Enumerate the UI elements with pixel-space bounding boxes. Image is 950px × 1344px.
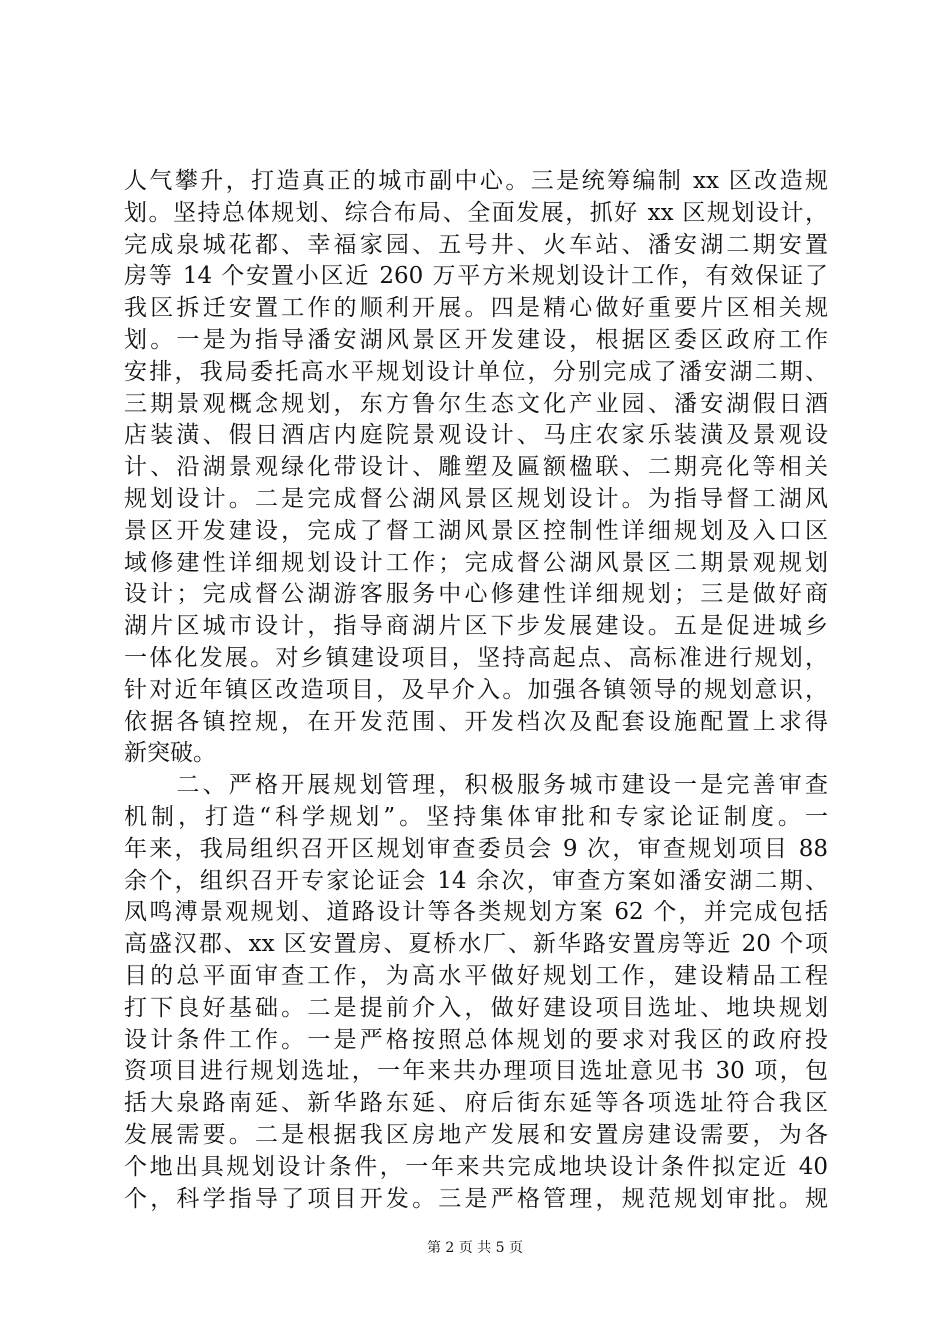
text-line: 括大泉路南延、新华路东延、府后街东延等各项选址符合我区 (124, 1090, 828, 1117)
text-line: 新突破。 (124, 740, 216, 767)
text-line: 我区拆迁安置工作的顺利开展。四是精心做好重要片区相关规 (124, 295, 828, 322)
text-line: 设计条件工作。一是严格按照总体规划的要求对我区的政府投 (124, 1026, 828, 1053)
text-line: 年来，我局组织召开区规划审查委员会 9 次，审查规划项目 88 (124, 835, 828, 862)
text-line: 发展需要。二是根据我区房地产发展和安置房建设需要，为各 (124, 1121, 828, 1148)
text-line: 目的总平面审查工作，为高水平做好规划工作，建设精品工程 (124, 962, 828, 989)
text-line: 凤鸣溥景观规划、道路设计等各类规划方案 62 个，并完成包括 (124, 899, 828, 926)
text-line: 景区开发建设，完成了督工湖风景区控制性详细规划及入口区 (124, 517, 828, 544)
text-line: 高盛汉郡、xx 区安置房、夏桥水厂、新华路安置房等近 20 个项 (124, 931, 828, 958)
text-line: 打下良好基础。二是提前介入，做好建设项目选址、地块规划 (124, 994, 828, 1021)
text-line: 个，科学指导了项目开发。三是严格管理，规范规划审批。规 (124, 1185, 828, 1212)
text-line: 划。坚持总体规划、综合布局、全面发展，抓好 xx 区规划设计， (124, 199, 828, 226)
text-line: 设计；完成督公湖游客服务中心修建性详细规划；三是做好商 (124, 581, 828, 608)
text-line: 域修建性详细规划设计工作；完成督公湖风景区二期景观规划 (124, 549, 828, 576)
text-line: 湖片区城市设计，指导商湖片区下步发展建设。五是促进城乡 (124, 613, 828, 640)
body-text (124, 166, 828, 1215)
text-line: 店装潢、假日酒店内庭院景观设计、马庄农家乐装潢及景观设 (124, 422, 828, 449)
text-line: 人气攀升，打造真正的城市副中心。三是统筹编制 xx 区改造规 (124, 168, 828, 194)
text-line: 三期景观概念规划，东方鲁尔生态文化产业园、潘安湖假日酒 (124, 390, 828, 417)
paragraph-1 (124, 166, 828, 770)
text-line: 房等 14 个安置小区近 260 万平方米规划设计工作，有效保证了 (124, 263, 828, 290)
text-line: 针对近年镇区改造项目，及早介入。加强各镇领导的规划意识， (124, 676, 828, 703)
text-line: 机制，打造“科学规划”。坚持集体审批和专家论证制度。一 (124, 803, 828, 830)
text-line: 个地出具规划设计条件，一年来共完成地块设计条件拟定近 40 (124, 1153, 828, 1180)
text-line: 规划设计。二是完成督公湖风景区规划设计。为指导督工湖风 (124, 485, 828, 512)
text-line: 余个，组织召开专家论证会 14 余次，审查方案如潘安湖二期、 (124, 867, 828, 894)
paragraph-2 (124, 770, 828, 1215)
text-line: 计、沿湖景观绿化带设计、雕塑及匾额楹联、二期亮化等相关 (124, 454, 828, 481)
text-line: 完成泉城花都、幸福家园、五号井、火车站、潘安湖二期安置 (124, 231, 828, 258)
page-footer: 第 2 页 共 5 页 (426, 1240, 524, 1256)
text-line: 资项目进行规划选址，一年来共办理项目选址意见书 30 项，包 (124, 1058, 828, 1085)
text-line: 安排，我局委托高水平规划设计单位，分别完成了潘安湖二期、 (124, 358, 828, 385)
text-line: 二、严格开展规划管理，积极服务城市建设一是完善审查 (124, 772, 828, 799)
text-line: 一体化发展。对乡镇建设项目，坚持高起点、高标准进行规划， (124, 644, 828, 671)
text-line: 划。一是为指导潘安湖风景区开发建设，根据区委区政府工作 (124, 326, 828, 353)
text-line: 依据各镇控规，在开发范围、开发档次及配套设施配置上求得 (124, 708, 828, 735)
